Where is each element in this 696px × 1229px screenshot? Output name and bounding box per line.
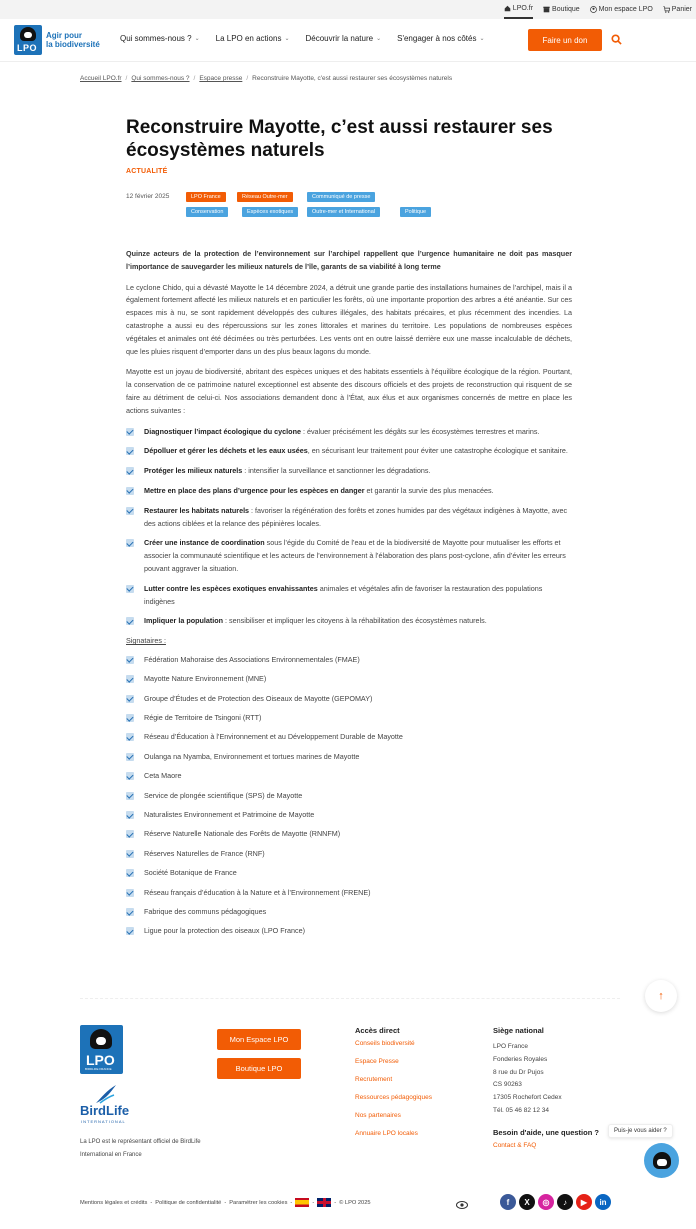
main-nav [120, 34, 501, 43]
facebook-icon[interactable] [500, 1194, 516, 1210]
topbar-account-label: Mon espace LPO [598, 6, 653, 13]
list-item [126, 809, 572, 828]
action-text: : favoriser la régénération des forêts et zones humides par des végétaux indigènes à Mayotte, avec des actions ciblées et la relance des pépinières locales. [144, 505, 568, 528]
checkmark-icon [126, 585, 134, 593]
signatory-name: Régie de Territoire de Tsingoni (RTT) [144, 713, 262, 723]
legal-link[interactable]: Mentions légales et crédits [80, 1199, 148, 1206]
signatories-list [126, 654, 572, 945]
list-item [126, 887, 572, 906]
publish-date: 12 février 2025 [126, 193, 170, 200]
legal-bar [80, 1198, 371, 1207]
list-item [126, 770, 572, 789]
nav-discover-nature[interactable] [305, 34, 381, 43]
topbar-cart-label: Panier [671, 6, 692, 13]
tag-especes-exotiques[interactable]: Espèces exotiques [242, 207, 298, 217]
topbar-shop-label: Boutique [552, 6, 580, 13]
article-lead: Quinze acteurs de la protection de l’environnement sur l’archipel rappellent que l’urgence humanitaire ne doit pas masquer l’importance de sauvegarder les milieux naturels de l’île, garants de sa viabilité à long terme [126, 249, 572, 271]
action-text: : évaluer précisément les dégâts sur les écosystèmes terrestres et marins. [300, 426, 540, 436]
list-item [126, 583, 572, 609]
signatory-name: Réseau français d’éducation à la Nature et à l’Environnement (FRENE) [144, 887, 371, 897]
footer-link[interactable]: Ressources pédagogiques [355, 1094, 432, 1101]
checkmark-icon [126, 656, 134, 664]
list-item [126, 867, 572, 886]
checkmark-icon [126, 695, 134, 703]
chat-button[interactable] [644, 1143, 679, 1178]
social-glyph: in [599, 1197, 607, 1207]
hq-title: Siège national [493, 1026, 544, 1035]
action-title: Protéger les milieux naturels [144, 466, 243, 476]
youtube-icon[interactable] [576, 1194, 592, 1210]
donate-button[interactable]: Faire un don [528, 29, 602, 51]
legal-separator: - [312, 1199, 315, 1206]
birdlife-sub: INTERNATIONAL [81, 1119, 126, 1124]
checkmark-icon [126, 792, 134, 800]
footer-description: La LPO est le représentant officiel de BirdLife International en France [80, 1139, 201, 1158]
actions-list [126, 426, 572, 629]
list-item [126, 426, 572, 439]
shop-icon [543, 6, 550, 13]
list-item [126, 828, 572, 847]
action-title: Impliquer la population [144, 616, 224, 626]
signatory-name: Naturalistes Environnement et Patrimoine de Mayotte [144, 810, 315, 820]
list-item [126, 445, 572, 458]
action-text: et garantir la survie des plus menacées. [364, 485, 494, 495]
chevron-down-icon: ⌄ [194, 36, 200, 42]
signatory-name: Oulanga na Nyamba, Environnement et tortues marines de Mayotte [144, 751, 360, 761]
checkmark-icon [126, 733, 134, 741]
linkedin-icon[interactable] [595, 1194, 611, 1210]
legal-separator: - [224, 1199, 227, 1206]
list-item [126, 673, 572, 692]
action-title: Restaurer les habitats naturels [144, 505, 250, 515]
legal-link[interactable]: Politique de confidentialité [155, 1199, 222, 1206]
footer-lpo-logo[interactable] [80, 1025, 123, 1074]
puffin-icon [90, 1029, 112, 1049]
hq-address [493, 1041, 562, 1118]
nav-label: Qui sommes-nous ? [120, 34, 192, 43]
action-title: Créer une instance de coordination [144, 538, 265, 548]
breadcrumb-separator: / [246, 75, 249, 82]
footer-link[interactable]: Conseils biodiversité [355, 1040, 415, 1047]
birdlife-bird-icon [94, 1083, 118, 1105]
checkmark-icon [126, 889, 134, 897]
nav-who-we-are[interactable] [120, 34, 200, 43]
chevron-down-icon: ⌄ [479, 36, 485, 42]
signatory-name: Fabrique des communs pédagogiques [144, 907, 267, 916]
footer-logo-text: LPO [86, 1052, 115, 1068]
article-paragraph: Le cyclone Chido, qui a dévasté Mayotte le 14 décembre 2024, a détruit une grande partie des installations humaines de l’archipel, mais il a également fortement affecté les milieux naturels et en particulier les forêts, où une importante proportion des arbres a été anéantie. Sur ces espaces mis à nu, se sont rapidement développés des cultures illégales, des habitats précaires, et plus récemment des incendies. La catastrophe a aussi eu des répercussions sur les zones littorales et marines du territoire. Les populations de nombreuses espèces végétales et animales ont été décimées ou très perturbées. Les vents ont en outre laissé derrière eux une masse incalculable de déchets, que les pluies risquent d’emporter dans un des plus beaux lagons du monde. [126, 282, 572, 356]
signatory-name: Réserve Naturelle Nationale des Forêts de Mayotte (RNNFM) [144, 829, 341, 839]
spanish-flag-icon[interactable] [295, 1198, 309, 1207]
birdlife-name: BirdLife [80, 1103, 130, 1118]
legal-separator: - [290, 1199, 293, 1206]
breadcrumb-press[interactable]: Espace presse [199, 75, 243, 82]
nav-lpo-in-action[interactable] [216, 34, 290, 43]
nav-get-involved[interactable] [397, 34, 484, 43]
footer-link[interactable]: Espace Presse [355, 1058, 399, 1065]
signatory-name: Fédération Mahoraise des Associations Environnementales (FMAE) [144, 654, 360, 664]
nav-label: S'engager à nos côtés [397, 34, 477, 43]
tag-communique[interactable]: Communiqué de presse [307, 192, 375, 202]
contact-faq-link[interactable]: Contact & FAQ [493, 1142, 537, 1149]
social-glyph: ♪ [563, 1197, 567, 1207]
action-title: Diagnostiquer l’impact écologique du cyclone [144, 426, 301, 436]
list-item [126, 906, 572, 925]
tag-conservation[interactable]: Conservation [186, 207, 228, 217]
signatories-title: Signataires : [126, 636, 166, 646]
footer-link[interactable]: Nos partenaires [355, 1112, 401, 1119]
social-glyph: ▶ [580, 1197, 588, 1207]
help-title: Besoin d'aide, une question ? [493, 1128, 599, 1137]
checkmark-icon [126, 447, 134, 455]
nav-label: La LPO en actions [215, 34, 282, 43]
address-line: Fonderies Royales [493, 1055, 548, 1063]
breadcrumb-who-we-are[interactable]: Qui sommes-nous ? [131, 75, 190, 82]
checkmark-icon [126, 850, 134, 858]
social-glyph: X [524, 1197, 530, 1207]
checkmark-icon [126, 714, 134, 722]
checkmark-icon [126, 772, 134, 780]
checkmark-icon [126, 869, 134, 877]
direct-access-links [355, 1040, 432, 1148]
home-icon [504, 5, 511, 12]
x-icon[interactable] [519, 1194, 535, 1210]
logo-tagline-line1: Agir pour [46, 31, 82, 40]
checkmark-icon [126, 753, 134, 761]
chevron-down-icon: ⌄ [376, 36, 382, 42]
article-body [126, 248, 572, 945]
checkmark-icon [126, 487, 134, 495]
signatory-name: Service de plongée scientifique (SPS) de Mayotte [144, 790, 303, 800]
checkmark-icon [126, 830, 134, 838]
topbar-lpo-label: LPO.fr [512, 5, 534, 12]
cart-icon [663, 6, 670, 13]
legal-separator: - [150, 1199, 153, 1206]
copyright: © LPO 2025 [339, 1199, 371, 1206]
action-text: , en sécurisant leur traitement pour éviter une catastrophe écologique et sanitaire. [307, 446, 568, 456]
footer-link[interactable]: Recrutement [355, 1076, 393, 1083]
address-line: LPO France [493, 1043, 529, 1050]
topbar-lpo-link[interactable] [504, 0, 533, 19]
my-lpo-space-button[interactable]: Mon Espace LPO [217, 1029, 301, 1050]
address-line: CS 90263 [493, 1081, 522, 1089]
utility-bar [0, 0, 696, 19]
action-text: animales et végétales afin de favoriser la restauration des populations indigènes [144, 583, 543, 606]
breadcrumb [80, 75, 452, 82]
signatory-name: Réserves Naturelles de France (RNF) [144, 848, 265, 858]
direct-access-title: Accès direct [355, 1026, 400, 1035]
logo-tagline-line2: la biodiversité [46, 40, 100, 49]
tag-outre-mer-international[interactable]: Outre-mer et International [307, 207, 380, 217]
tag-reseau-outre-mer[interactable]: Réseau Outre-mer [237, 192, 293, 202]
list-item [126, 537, 572, 575]
instagram-icon[interactable] [538, 1194, 554, 1210]
back-to-top-button[interactable] [645, 980, 677, 1012]
category-label: ACTUALITÉ [126, 168, 168, 175]
signatory-name: Ligue pour la protection des oiseaux (LPO France) [144, 926, 306, 936]
puffin-logo-icon [14, 25, 42, 55]
footer-divider [80, 998, 620, 999]
list-item [126, 505, 572, 531]
action-text: : intensifier la surveillance et sanctionner les dégradations. [242, 466, 431, 476]
breadcrumb-current: Reconstruire Mayotte, c'est aussi restaurer ses écosystèmes naturels [252, 75, 453, 82]
shop-lpo-button[interactable]: Boutique LPO [217, 1058, 301, 1079]
article-paragraph: Mayotte est un joyau de biodiversité, abritant des espèces uniques et des habitats essentiels à l’équilibre écologique de la région. Pourtant, la conservation de ce patrimoine naturel exceptionnel est absente des discours officiels et des projets de reconstruction qui risquent de se faire au détriment de celui-ci. Nos associations demandent donc à l’État, aux élus et aux organismes concernés de mettre en place les actions suivantes : [126, 367, 572, 415]
topbar-shop-link[interactable] [543, 0, 580, 19]
checkmark-icon [126, 507, 134, 515]
nav-label: Découvrir la nature [305, 34, 374, 43]
address-phone[interactable]: Tél. 05 46 82 12 34 [493, 1106, 550, 1114]
list-item [126, 848, 572, 867]
social-glyph: ◎ [542, 1197, 550, 1207]
checkmark-icon [126, 927, 134, 935]
breadcrumb-separator: / [125, 75, 128, 82]
footer-link[interactable]: Annuaire LPO locales [355, 1130, 418, 1137]
list-item [126, 654, 572, 673]
page-title: Reconstruire Mayotte, c’est aussi restaurer ses écosystèmes naturels [126, 117, 553, 161]
list-item [126, 485, 572, 498]
english-flag-icon[interactable] [317, 1198, 331, 1207]
list-item [126, 751, 572, 770]
social-glyph: f [506, 1197, 510, 1207]
tag-lpo-france[interactable]: LPO France [186, 192, 226, 202]
address-line: 17305 Rochefort Cedex [493, 1094, 562, 1102]
signatory-name: Réseau d’Éducation à l’Environnement et au Développement Durable de Mayotte [144, 732, 403, 742]
list-item [126, 731, 572, 750]
search-icon[interactable] [611, 34, 622, 45]
breadcrumb-separator: / [193, 75, 196, 82]
lpo-logo[interactable] [14, 25, 100, 55]
action-text: : sensibiliser et impliquer les citoyens à la réhabilitation des écosystèmes naturels. [223, 616, 487, 626]
action-title: Mettre en place des plans d’urgence pour les espèces en danger [144, 485, 365, 495]
logo-text: LPO [17, 43, 38, 53]
checkmark-icon [126, 908, 134, 916]
list-item [126, 925, 572, 944]
checkmark-icon [126, 617, 134, 625]
signatory-name: Groupe d’Études et de Protection des Oiseaux de Mayotte (GEPOMAY) [144, 693, 373, 703]
breadcrumb-home[interactable]: Accueil LPO.fr [80, 75, 122, 82]
checkmark-icon [126, 539, 134, 547]
list-item [126, 712, 572, 731]
logo-tagline [46, 31, 100, 49]
checkmark-icon [126, 467, 134, 475]
action-title: Lutter contre les espèces exotiques envahissantes [144, 583, 318, 593]
birdlife-logo[interactable] [80, 1083, 140, 1128]
puffin-chat-icon [653, 1152, 671, 1169]
signatory-name: Mayotte Nature Environnement (MNE) [144, 674, 267, 684]
tiktok-icon[interactable] [557, 1194, 573, 1210]
action-title: Dépolluer et gérer les déchets et les eaux usées [144, 446, 308, 456]
signatory-name: Ceta Maore [144, 771, 182, 781]
arrow-up-icon: ↑ [658, 990, 664, 1002]
chat-help-bubble[interactable]: Puis-je vous aider ? [608, 1124, 673, 1138]
action-text: sous l’égide du Comité de l’eau et de la biodiversité de Mayotte pour mutualiser les efforts et associer la communauté scientifique et les acteurs de l’environnement à l’élaboration des plans post-cyclone, afin d’éviter les erreurs pouvant aggraver la situation. [144, 538, 566, 573]
signatory-name: Société Botanique de France [144, 868, 237, 878]
list-item [126, 790, 572, 809]
checkmark-icon [126, 811, 134, 819]
topbar-cart-link[interactable] [663, 0, 692, 19]
user-icon [590, 6, 597, 13]
legal-separator: - [334, 1199, 337, 1206]
list-item [126, 693, 572, 712]
checkmark-icon [126, 675, 134, 683]
legal-link[interactable]: Paramétrer les cookies [229, 1199, 288, 1206]
tag-politique[interactable]: Politique [400, 207, 431, 217]
chevron-down-icon: ⌄ [284, 36, 290, 42]
social-links [500, 1194, 611, 1210]
address-line: 8 rue du Dr Pujos [493, 1068, 544, 1076]
list-item [126, 465, 572, 478]
accessibility-icon[interactable] [456, 1200, 468, 1210]
topbar-account-link[interactable] [590, 0, 653, 19]
list-item [126, 615, 572, 628]
footer-logo-sub: BIRDLIFE FRANCE [85, 1067, 112, 1071]
checkmark-icon [126, 428, 134, 436]
